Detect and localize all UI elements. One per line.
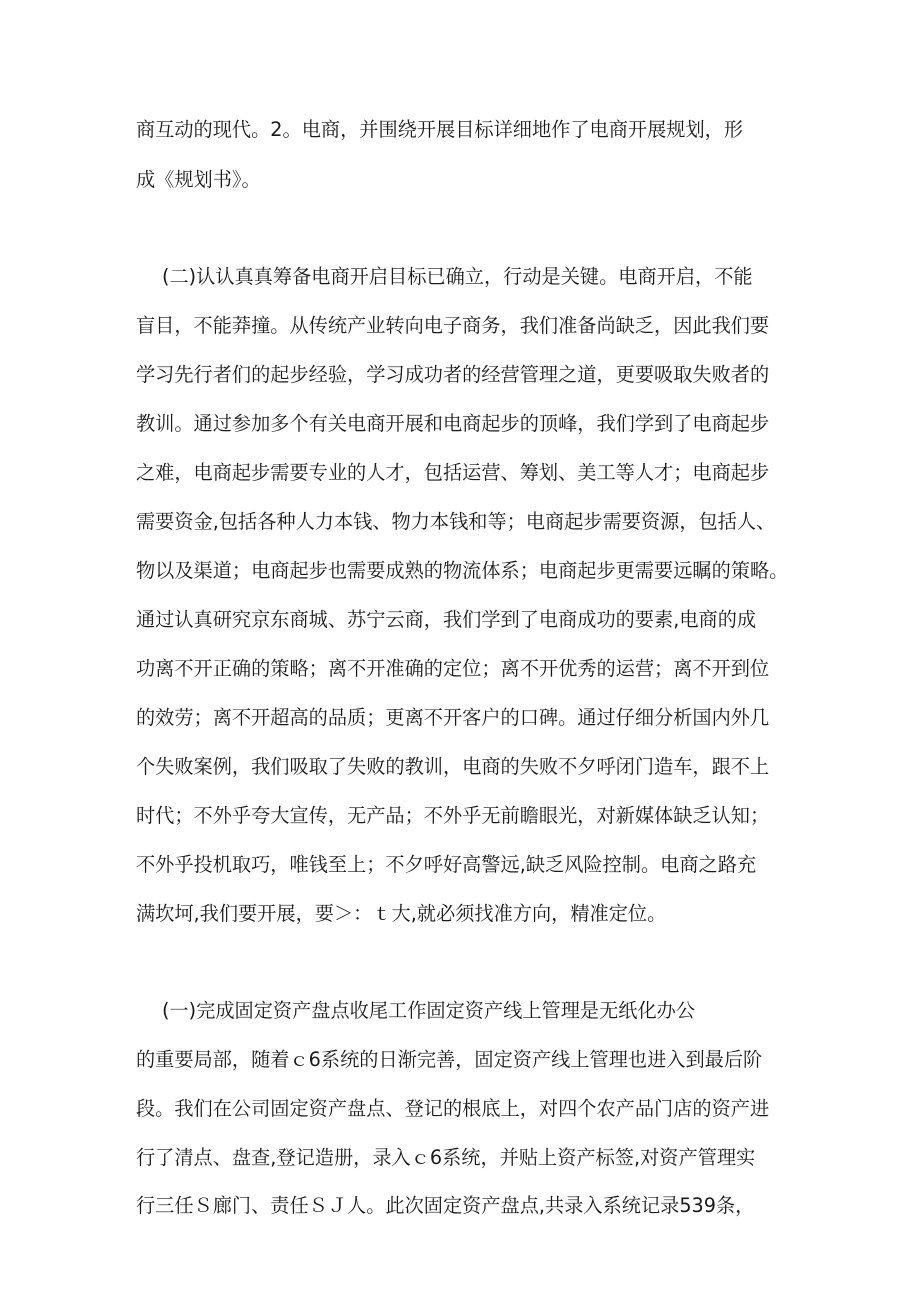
paragraph-4-line-4: 行三任Ｓ廊门、责任ＳＪ人。此次固定资产盘点,共录入系统记录539条， bbox=[136, 1194, 755, 1217]
paragraph-3-line-1: (一)完成固定资产盘点收尾工作固定资产线上管理是无纸化办公 bbox=[162, 999, 696, 1022]
paragraph-4-line-1: 的重要局部，随着ｃ6系统的日渐完善，固定资产线上管理也进入到最后阶 bbox=[136, 1048, 763, 1071]
paragraph-2-line-13: 不外乎投机取巧，唯钱至上；不夕呼好高警远,缺乏风险控制。电商之路充 bbox=[136, 853, 757, 876]
paragraph-2-line-1: (二)认认真真筹备电商开启目标已确立，行动是关键。电商开启，不能 bbox=[162, 265, 753, 288]
paragraph-2-line-6: 需要资金,包括各种人力本钱、物力本钱和等；电商起步需要资源，包括人、 bbox=[136, 510, 776, 533]
paragraph-2-line-11: 个失败案例，我们吸取了失败的教训，电商的失败不夕呼闭门造车，跟不上 bbox=[136, 755, 770, 778]
paragraph-2-line-2: 盲目，不能莽撞。从传统产业转向电子商务，我们准备尚缺乏，因此我们要 bbox=[136, 314, 770, 337]
paragraph-2-line-5: 之难，电商起步需要专业的人才，包括运营、筹划、美工等人才；电商起步 bbox=[136, 461, 770, 484]
paragraph-2-line-12: 时代；不外乎夸大宣传，无产品；不外乎无前瞻眼光，对新媒体缺乏认知； bbox=[136, 804, 770, 827]
paragraph-2-line-14: 满坎坷,我们要开展，要＞：ｔ大,就必须找准方向，精准定位。 bbox=[136, 902, 667, 925]
paragraph-2-line-3: 学习先行者们的起步经验，学习成功者的经营管理之道，更要吸取失败者的 bbox=[136, 363, 770, 386]
paragraph-2-line-4: 教训。通过参加多个有关电商开展和电商起步的顶峰，我们学到了电商起步 bbox=[136, 412, 770, 435]
paragraph-1-line-2: 成《规划书》。 bbox=[136, 168, 261, 191]
paragraph-4-line-2: 段。我们在公司固定资产盘点、登记的根底上，对四个农产品门店的资产进 bbox=[136, 1097, 770, 1120]
paragraph-2-line-9: 功离不开正确的策略；离不开准确的定位；离不开优秀的运营；离不开到位 bbox=[136, 657, 770, 680]
paragraph-4-line-3: 行了清点、盘查,登记造册，录入ｃ6系统，并贴上资产标签,对资产管理实 bbox=[136, 1146, 756, 1169]
paragraph-2-line-8: 通过认真研究京东商城、苏宁云商，我们学到了电商成功的要素,电商的成 bbox=[136, 608, 757, 631]
paragraph-1-line-1: 商互动的现代。2。电商，并围绕开展目标详细地作了电商开展规划，形 bbox=[136, 118, 744, 141]
paragraph-2-line-10: 的效劳；离不开超高的品质；更离不开客户的口碑。通过仔细分析国内外几 bbox=[136, 706, 770, 729]
paragraph-2-line-7: 物以及渠道；电商起步也需要成熟的物流体系；电商起步更需要远瞩的策略。 bbox=[136, 559, 789, 582]
